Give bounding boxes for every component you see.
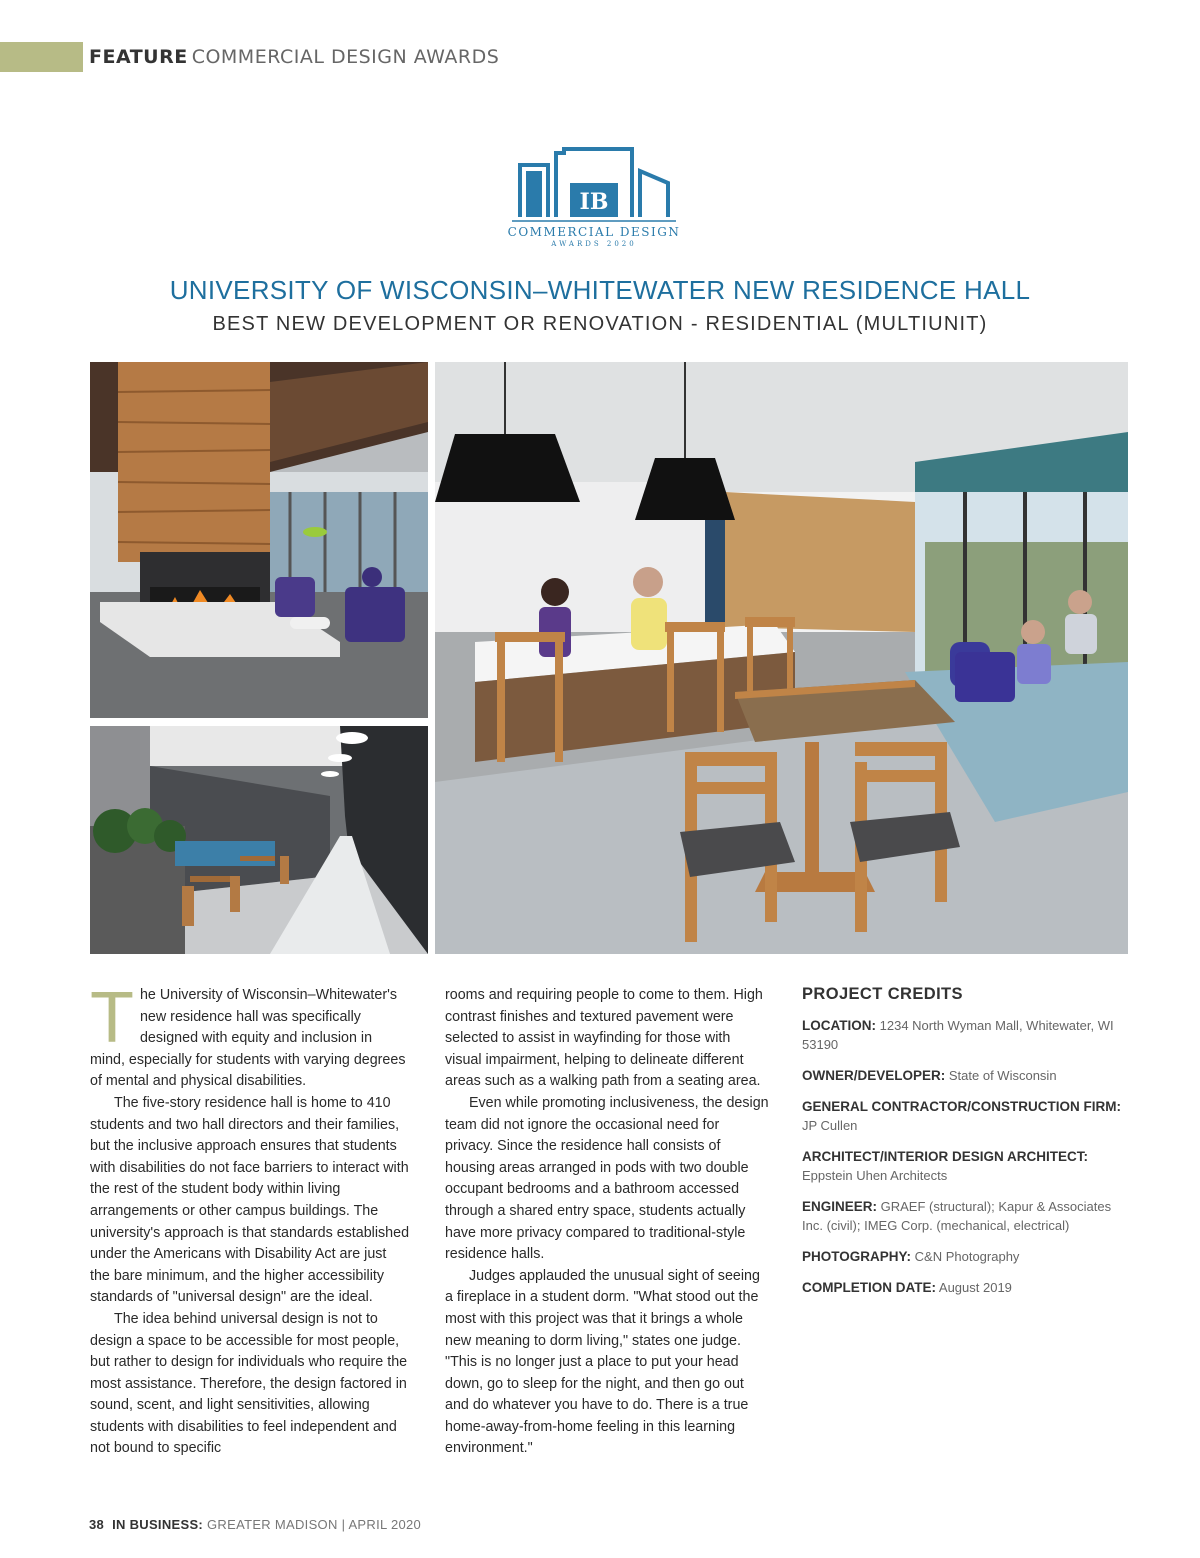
logo-line2: AWARDS 2020 bbox=[551, 240, 637, 248]
edition-label: GREATER MADISON | APRIL 2020 bbox=[207, 1517, 422, 1532]
ib-commercial-design-awards-logo bbox=[508, 145, 680, 251]
credit-completion bbox=[802, 1278, 1132, 1297]
photo-fireplace-lounge bbox=[90, 362, 428, 718]
col1-paragraph-2: The five-story residence hall is home to 410 students and two hall directors and their families, but the inclusive approach ensures that students with disabilities do not face barriers to interact with the rest of the student body within living arrangements or other campus buildings. The university's approach is that standards established under the Americans with Disability Act are just the bare minimum, and the higher accessibility standards of "universal design" are the ideal. bbox=[90, 1094, 410, 1306]
credit-label: ENGINEER: bbox=[802, 1199, 878, 1214]
article-column-2 bbox=[445, 985, 770, 1460]
photo-study-lounge bbox=[435, 362, 1128, 954]
credit-value: GRAEF (structural); Kapur & Associates Inc. (civil); IMEG Corp. (mechanical, electrical) bbox=[802, 1199, 1112, 1233]
article-title: UNIVERSITY OF WISCONSIN–WHITEWATER NEW RESIDENCE HALL bbox=[169, 275, 1031, 305]
credit-value: JP Cullen bbox=[802, 1118, 858, 1133]
page-number: 38 bbox=[89, 1517, 105, 1532]
logo-monogram: IB bbox=[579, 189, 609, 215]
publication-name: IN BUSINESS: bbox=[112, 1517, 204, 1532]
col1-paragraph-1: he University of Wisconsin–Whitewater's new residence hall was specifically designed with equity and inclusion in mind, especially for students with varying degrees of mental and physical disabilities. bbox=[90, 987, 406, 1090]
col2-paragraph-1: rooms and requiring people to come to them. High contrast finishes and textured pavement were selected to assist in wayfinding for those with visual impairment, helping to delineate different areas such as a walking path from a seating area. bbox=[445, 987, 763, 1090]
credit-value: August 2019 bbox=[938, 1280, 1012, 1295]
credit-label: LOCATION: bbox=[802, 1018, 876, 1033]
header-section-label: COMMERCIAL DESIGN AWARDS bbox=[191, 46, 500, 68]
credit-owner bbox=[802, 1066, 1132, 1085]
credit-value: Eppstein Uhen Architects bbox=[802, 1168, 948, 1183]
credit-photography bbox=[802, 1247, 1132, 1266]
credit-label: OWNER/DEVELOPER: bbox=[802, 1068, 946, 1083]
project-credits bbox=[802, 985, 1132, 1309]
credit-label: ARCHITECT/INTERIOR DESIGN ARCHITECT: bbox=[802, 1149, 1088, 1164]
header-accent-bar bbox=[0, 42, 83, 72]
article-subtitle: BEST NEW DEVELOPMENT OR RENOVATION - RESIDENTIAL (MULTIUNIT) bbox=[212, 313, 988, 335]
header-feature-label: FEATURE bbox=[89, 46, 188, 68]
photo-corridor bbox=[90, 726, 428, 954]
drop-cap: T bbox=[90, 978, 134, 1058]
credits-heading: PROJECT CREDITS bbox=[802, 985, 963, 1003]
credit-location bbox=[802, 1016, 1132, 1054]
credit-engineer bbox=[802, 1197, 1132, 1235]
page-footer bbox=[89, 1517, 421, 1532]
col1-paragraph-3: The idea behind universal design is not to design a space to be accessible for most people, but rather to design for individuals who require the most assistance. Therefore, the design factored in sound, scent, and light sensitivities, allowing students with disabilities to feel independent and not bound to specific bbox=[90, 1310, 408, 1457]
logo-line1: COMMERCIAL DESIGN bbox=[508, 225, 680, 239]
article-column-1 bbox=[90, 978, 410, 1460]
credit-contractor bbox=[802, 1097, 1132, 1135]
col2-paragraph-3: Judges applauded the unusual sight of seeing a fireplace in a student dorm. "What stood out the most with this project was that it brings a whole new meaning to dorm living," states one judge. "This is no longer just a place to put your head down, go to sleep for the night, and then go out and do whatever you have to do. There is a true home-away-from-home feeling in this learning environment." bbox=[445, 1267, 760, 1457]
credit-label: COMPLETION DATE: bbox=[802, 1280, 936, 1295]
credit-label: GENERAL CONTRACTOR/CONSTRUCTION FIRM: bbox=[802, 1099, 1121, 1114]
col2-paragraph-2: Even while promoting inclusiveness, the design team did not ignore the occasional need for privacy. Since the residence hall consists of housing areas arranged in pods with two double occupant bedrooms and a bathroom accessed through a shared entry space, students actually have more privacy compared to traditional-style residence halls. bbox=[445, 1094, 769, 1263]
section-header bbox=[89, 46, 499, 68]
credit-value: State of Wisconsin bbox=[948, 1068, 1057, 1083]
credit-value: 1234 North Wyman Mall, Whitewater, WI 53190 bbox=[802, 1018, 1114, 1052]
credit-architect bbox=[802, 1147, 1132, 1185]
credit-value: C&N Photography bbox=[914, 1249, 1020, 1264]
credit-label: PHOTOGRAPHY: bbox=[802, 1249, 912, 1264]
